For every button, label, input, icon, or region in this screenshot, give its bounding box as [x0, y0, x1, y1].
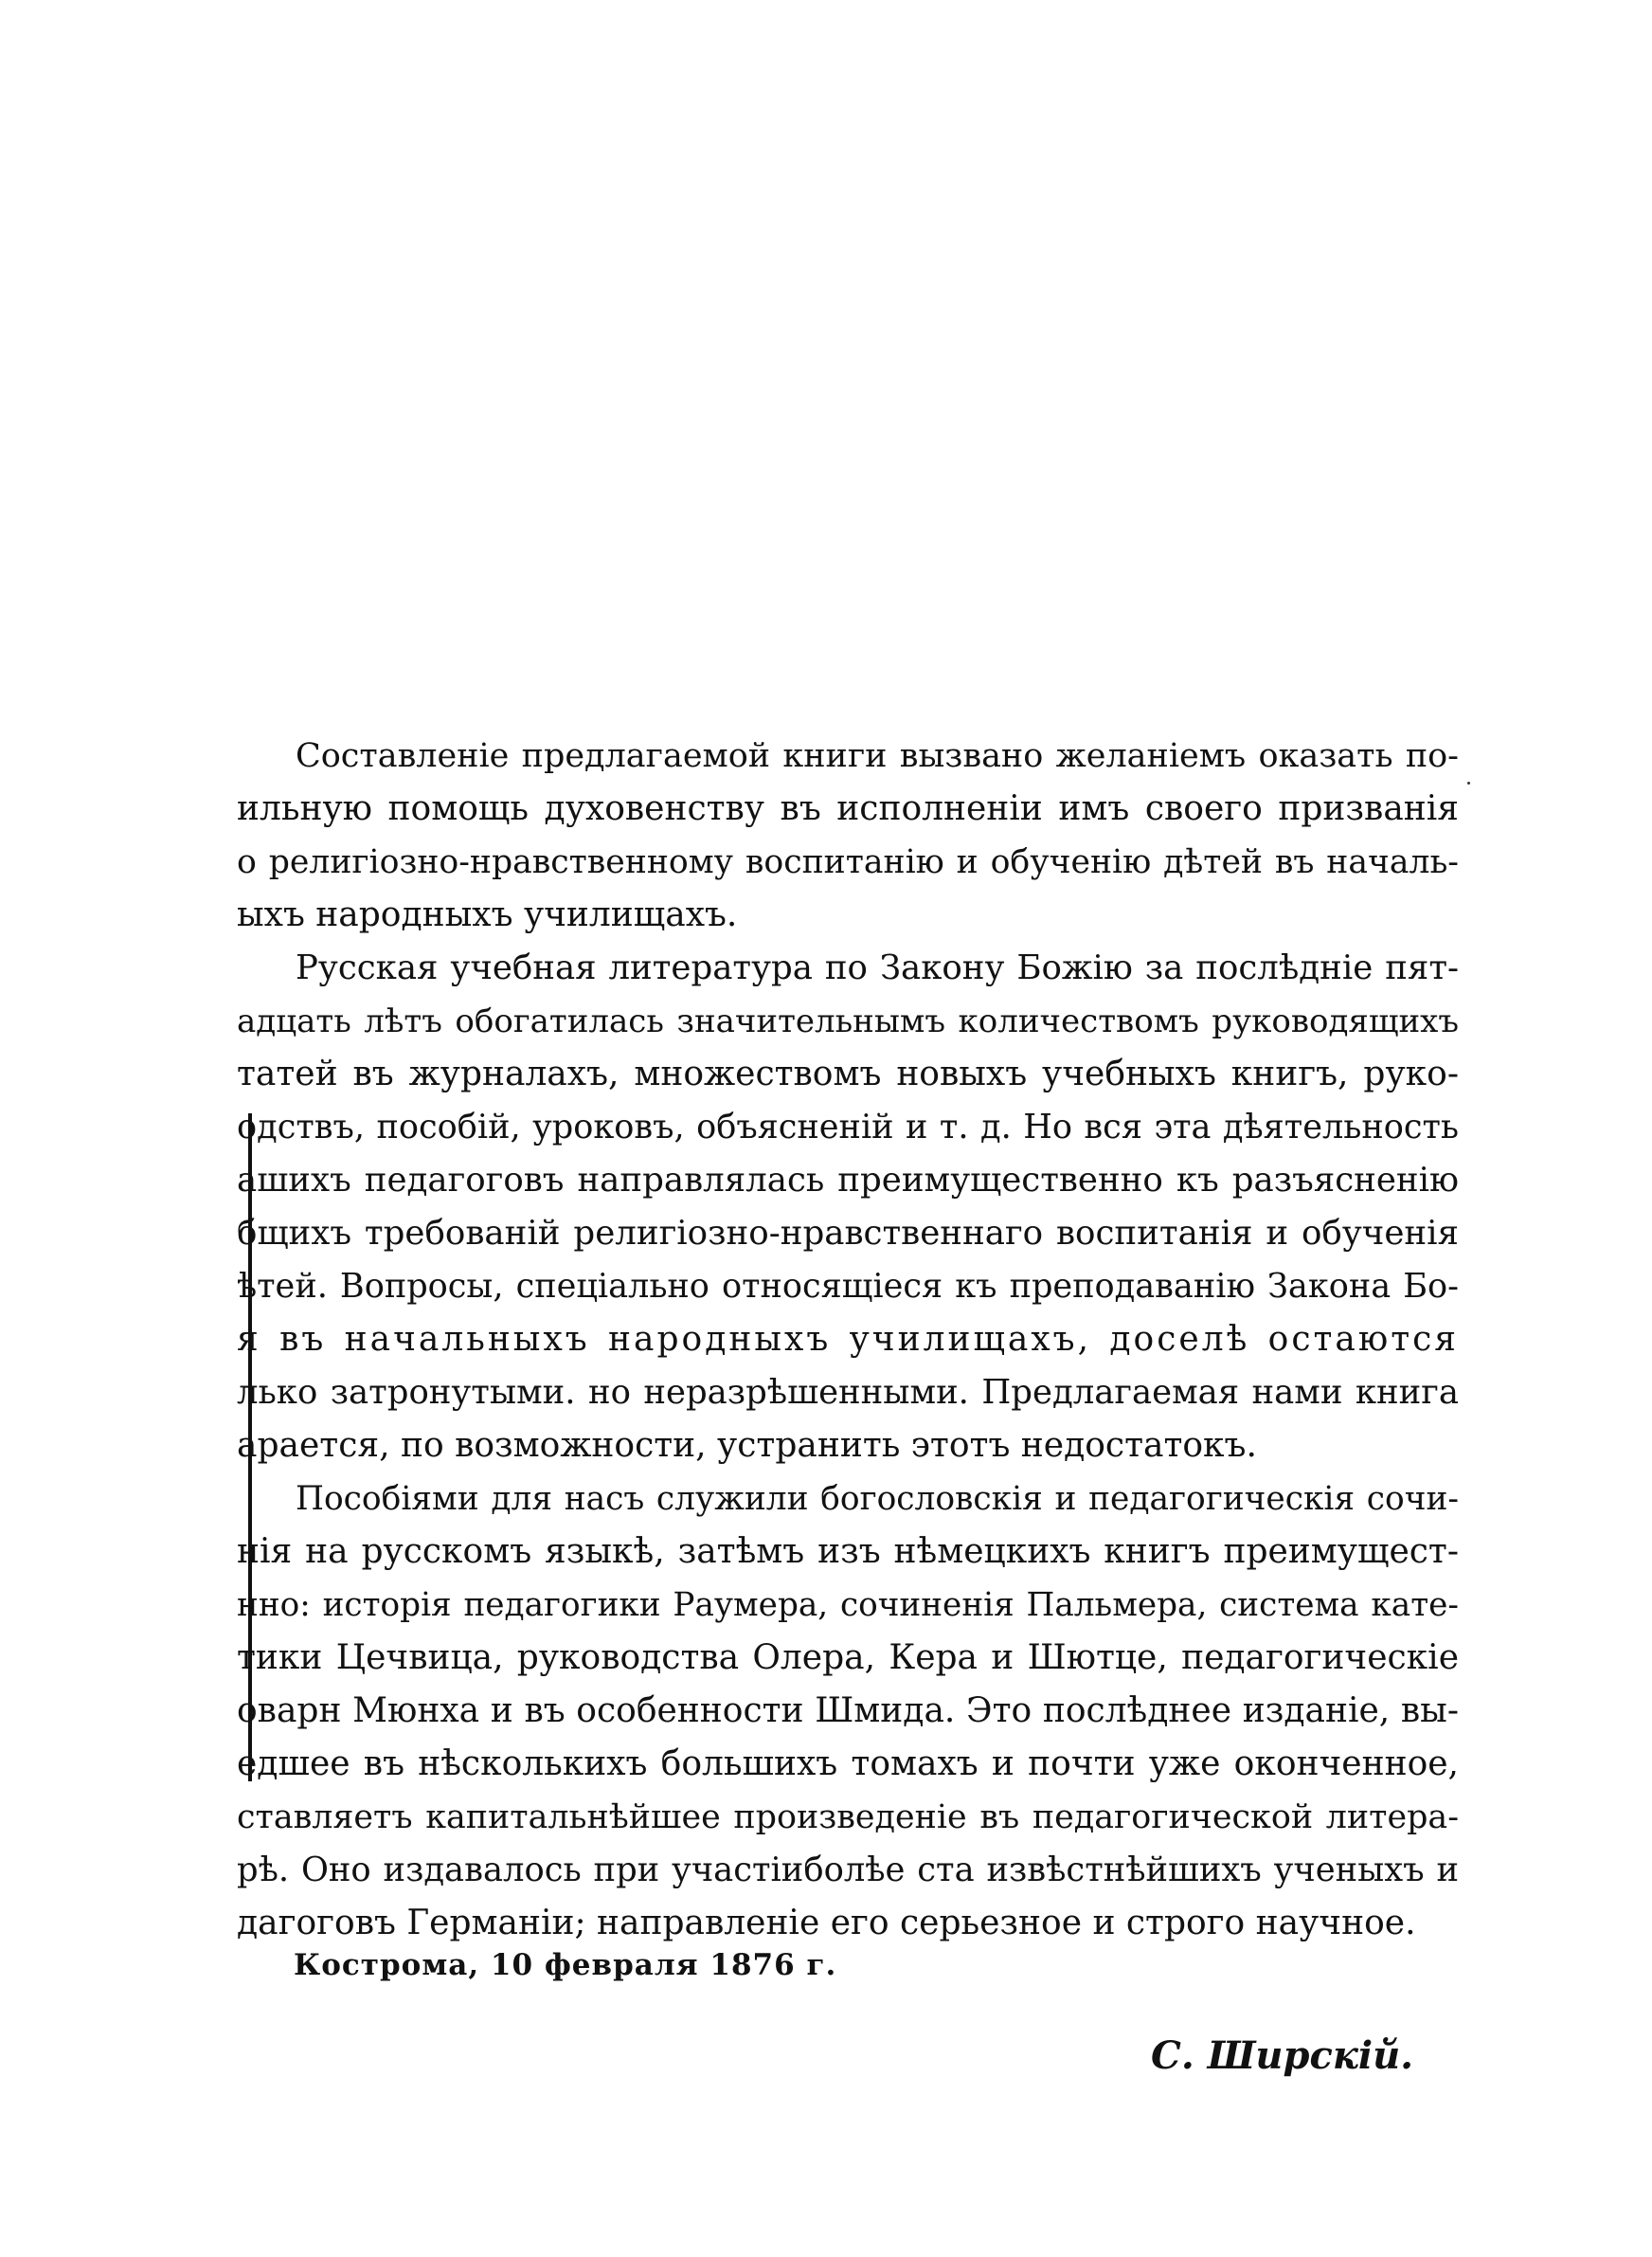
preface-line: арается, по возможности, устранить этотъ недостатокъ.: [237, 1426, 1257, 1465]
preface-line: адцать лѣтъ обогатилась значительнымъ количествомъ руководящихъ: [237, 1002, 1459, 1040]
place-date-line: Кострома, 10 февраля 1876 г.: [294, 1948, 837, 1982]
preface-line: ильную помощь духовенству въ исполненіи имъ своего призванія: [237, 789, 1459, 828]
preface-line: оварн Мюнха и въ особенности Шмида. Это послѣднее изданіе, вы-: [237, 1691, 1459, 1730]
preface-line: Составленіе предлагаемой книги вызвано желаніемъ оказать по-: [296, 737, 1459, 775]
preface-line: лько затронутыми. но неразрѣшенными. Предлагаемая нами книга: [237, 1373, 1459, 1412]
preface-line: ашихъ педагоговъ направлялась преимущественно къ разъясненію: [237, 1161, 1459, 1200]
preface-line: рѣ. Оно издавалось при участіиболѣе ста извѣстнѣйшихъ ученыхъ и: [237, 1851, 1459, 1889]
preface-line: Русская учебная литература по Закону Божію за послѣдніе пят-: [296, 948, 1459, 987]
preface-line: дагоговъ Германіи; направленіе его серьезное и строго научное.: [237, 1904, 1416, 1942]
preface-line: нія на русскомъ языкѣ, затѣмъ изъ нѣмецкихъ книгъ преимущест-: [237, 1532, 1459, 1571]
preface-line: татей въ журналахъ, множествомъ новыхъ учебныхъ книгъ, руко-: [237, 1055, 1459, 1093]
scan-speck: [1467, 782, 1470, 785]
preface-line: Пособіями для насъ служили богословскія и педагогическія сочи-: [296, 1480, 1459, 1518]
preface-line: ѣтей. Вопросы, спеціально относящіеся къ преподаванію Закона Бо-: [237, 1267, 1459, 1306]
preface-line: бщихъ требованій религіозно-нравственнаго воспитанія и обученія: [237, 1214, 1459, 1253]
preface-line: тики Цечвица, руководства Олера, Кера и Шютце, педагогическіе: [237, 1638, 1459, 1677]
preface-line: едшее въ нѣсколькихъ большихъ томахъ и почти уже оконченное,: [237, 1744, 1459, 1783]
preface-line: о религіозно-нравственному воспитанію и обученію дѣтей въ началь-: [237, 843, 1459, 881]
preface-line: я въ начальныхъ народныхъ училищахъ, доселѣ остаются: [237, 1320, 1459, 1359]
preface-line: одствъ, пособій, уроковъ, объясненій и т. д. Но вся эта дѣятельность: [237, 1108, 1459, 1147]
preface-line: ставляетъ капитальнѣйшее произведеніе въ педагогической литера-: [237, 1798, 1459, 1836]
preface-line: нно: исторія педагогики Раумера, сочиненія Пальмера, система кате-: [237, 1586, 1459, 1624]
preface-line: ыхъ народныхъ училищахъ.: [237, 895, 738, 934]
author-signature: С. Ширскій.: [1151, 2033, 1414, 2078]
